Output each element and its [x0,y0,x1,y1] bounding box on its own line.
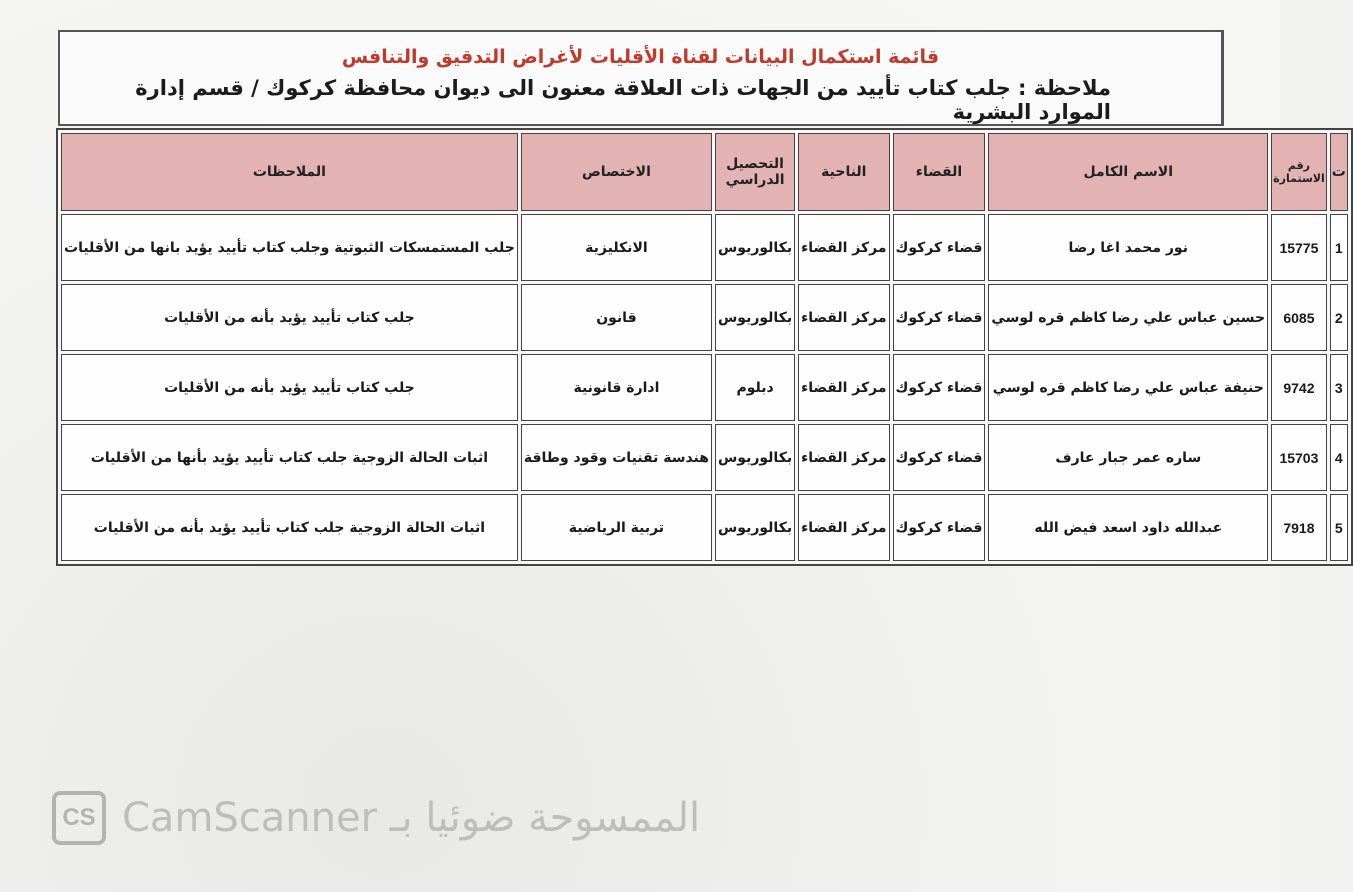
table-row [61,354,1348,421]
row-specialty: هندسة تقنيات وقود وطاقة [521,424,712,491]
row-district: قضاء كركوك [893,354,986,421]
camscanner-logo-icon: CS [52,791,106,845]
row-name: حسين عباس علي رضا كاظم قره لوسي [988,284,1268,351]
row-form-no: 15775 [1271,214,1327,281]
row-district: قضاء كركوك [893,424,986,491]
table-row [61,424,1348,491]
row-education: بكالوريوس [715,494,795,561]
row-form-no: 7918 [1271,494,1327,561]
candidates-table [56,128,1353,566]
row-district: قضاء كركوك [893,284,986,351]
row-subdistrict: مركز القضاء [798,424,889,491]
table-row [61,214,1348,281]
header-form-no: رقم الاستمارة [1271,133,1327,211]
header-education: التحصيل الدراسي [715,133,795,211]
table-row [61,284,1348,351]
table-header-row [61,133,1348,211]
row-district: قضاء كركوك [893,214,986,281]
table-row [61,494,1348,561]
header-specialty: الاختصاص [521,133,712,211]
row-district: قضاء كركوك [893,494,986,561]
header-notes: الملاحظات [61,133,518,211]
row-subdistrict: مركز القضاء [798,214,889,281]
row-specialty: قانون [521,284,712,351]
header-seq: ت [1330,133,1348,211]
row-form-no: 15703 [1271,424,1327,491]
row-name: ساره عمر جبار عارف [988,424,1268,491]
camscanner-watermark [52,790,700,846]
row-seq: 5 [1330,494,1348,561]
row-education: بكالوريوس [715,284,795,351]
row-name: حنيفة عباس علي رضا كاظم قره لوسي [988,354,1268,421]
row-notes: جلب كتاب تأييد يؤيد بأنه من الأقليات [61,354,518,421]
header-subdistrict: الناحية [798,133,889,211]
row-specialty: الانكليزية [521,214,712,281]
row-seq: 2 [1330,284,1348,351]
row-education: بكالوريوس [715,214,795,281]
row-subdistrict: مركز القضاء [798,284,889,351]
row-notes: اثبات الحالة الزوجية جلب كتاب تأييد يؤيد بأنها من الأقليات [61,424,518,491]
row-form-no: 6085 [1271,284,1327,351]
row-notes: جلب كتاب تأييد يؤيد بأنه من الأقليات [61,284,518,351]
row-subdistrict: مركز القضاء [798,354,889,421]
row-seq: 1 [1330,214,1348,281]
document-note: ملاحظة : جلب كتاب تأييد من الجهات ذات العلاقة معنون الى ديوان محافظة كركوك / قسم إدارة الموارد البشرية [135,76,1111,124]
row-specialty: ادارة قانونية [521,354,712,421]
row-form-no: 9742 [1271,354,1327,421]
row-name: عبدالله داود اسعد فيض الله [988,494,1268,561]
row-notes: جلب المستمسكات الثبوتية وجلب كتاب تأييد يؤيد بانها من الأقليات [61,214,518,281]
document-header [58,30,1224,126]
row-seq: 3 [1330,354,1348,421]
row-education: بكالوريوس [715,424,795,491]
row-seq: 4 [1330,424,1348,491]
row-notes: اثبات الحالة الزوجية جلب كتاب تأييد يؤيد بأنه من الأقليات [61,494,518,561]
watermark-text: CamScanner الممسوحة ضوئيا بـ [122,795,701,841]
row-name: نور محمد اغا رضا [988,214,1268,281]
row-specialty: تربية الرياضية [521,494,712,561]
row-education: دبلوم [715,354,795,421]
header-name: الاسم الكامل [988,133,1268,211]
row-subdistrict: مركز القضاء [798,494,889,561]
document-title: قائمة استكمال البيانات لقناة الأقليات لأغراض التدقيق والتنافس [341,46,940,68]
header-district: القضاء [893,133,986,211]
